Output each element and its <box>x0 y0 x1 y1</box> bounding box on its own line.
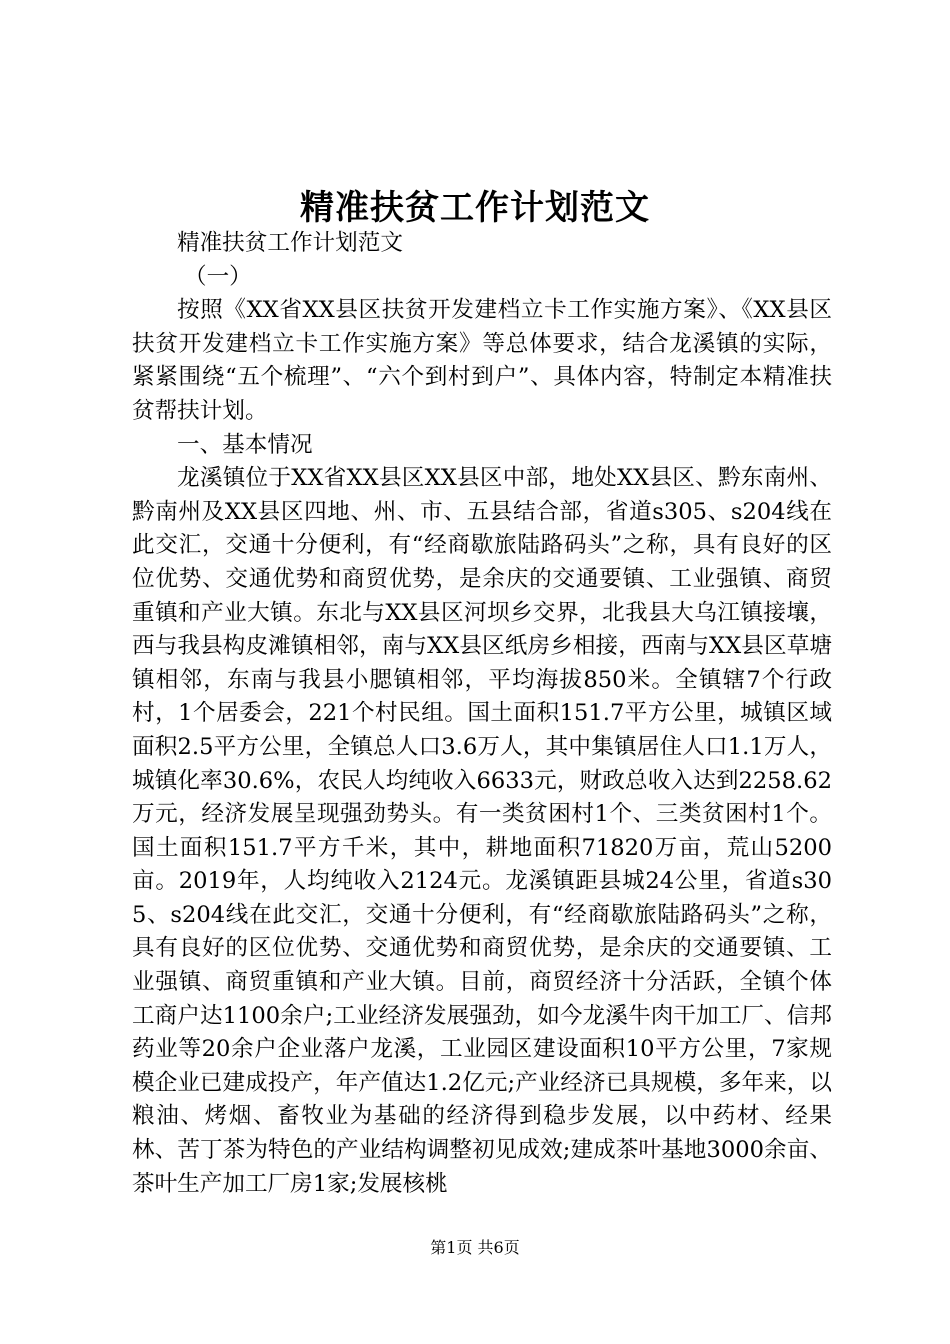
section-marker: （一） <box>184 263 252 290</box>
document-title: 精准扶贫工作计划范文 <box>300 188 650 228</box>
section-heading-basic-info: 一、基本情况 <box>177 431 313 458</box>
document-subtitle: 精准扶贫工作计划范文 <box>177 230 403 256</box>
page-number-footer: 第1页 共6页 <box>430 1238 520 1257</box>
intro-paragraph: 按照《XX省XX县区扶贫开发建档立卡工作实施方案》、《XX县区扶贫开发建档立卡工作实施方案》等总体要求，结合龙溪镇的实际，紧紧围绕“五个梳理”、“六个到村到户”、具体内容，特制定本精准扶贫帮扶计划。 <box>132 297 832 424</box>
document-body <box>132 227 832 1201</box>
basic-info-paragraph: 龙溪镇位于XX省XX县区XX县区中部，地处XX县区、黔东南州、黔南州及XX县区四地、州、市、五县结合部，省道s305、s204线在此交汇，交通十分便利，有“经商歇旅陆路码头”之称，具有良好的区位优势、交通优势和商贸优势，是余庆的交通要镇、工业强镇、商贸重镇和产业大镇。东北与XX县区河坝乡交界，北我县大乌江镇接壤，西与我县构皮滩镇相邻，南与XX县区纸房乡相接，西南与XX县区草塘镇相邻，东南与我县小腮镇相邻，平均海拔850米。全镇辖7个行政村，1个居委会，221个村民组。国土面积151.7平方公里，城镇区域面积2.5平方公里，全镇总人口3.6万人，其中集镇居住人口1.1万人，城镇化率30.6%，农民人均纯收入6633元，财政总收入达到2258.62万元，经济发展呈现强劲势头。有一类贫困村1个、三类贫困村1个。国土面积151.7平方千米，其中，耕地面积71820万亩，荒山5200亩。2019年，人均纯收入2124元。龙溪镇距县城24公里，省道s305、s204线在此交汇，交通十分便利，有“经商歇旅陆路码头”之称，具有良好的区位优势、交通优势和商贸优势，是余庆的交通要镇、工业强镇、商贸重镇和产业大镇。目前，商贸经济十分活跃，全镇个体工商户达1100余户;工业经济发展强劲，如今龙溪牛肉干加工厂、信邦药业等20余户企业落户龙溪，工业园区建设面积10平方公里，7家规模企业已建成投产，年产值达1.2亿元;产业经济已具规模，多年来，以粮油、烤烟、畜牧业为基础的经济得到稳步发展，以中药材、经果林、苦丁茶为特色的产业结构调整初见成效;建成茶叶基地3000余亩、茶叶生产加工厂房1家;发展核桃 <box>132 465 832 1197</box>
